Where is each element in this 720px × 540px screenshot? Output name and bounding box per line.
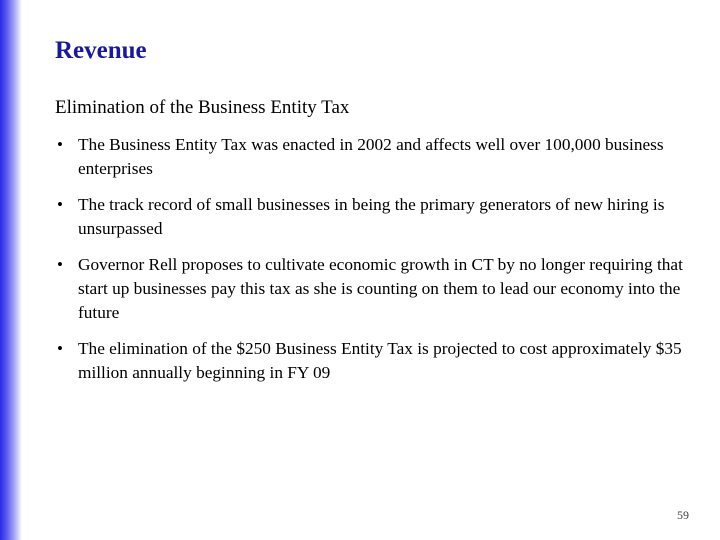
left-accent-bar — [0, 0, 22, 540]
bullet-item — [55, 253, 705, 325]
bullet-icon: • — [57, 195, 63, 214]
bullet-text: The elimination of the $250 Business Entity Tax is projected to cost approximately $35 million annually beginning in FY 09 — [78, 339, 682, 382]
bullet-icon: • — [57, 255, 63, 274]
bullet-item — [55, 337, 705, 385]
bullet-item — [55, 133, 705, 181]
slide-subtitle: Elimination of the Business Entity Tax — [55, 97, 350, 118]
page-number: 59 — [677, 508, 689, 522]
bullet-icon: • — [57, 339, 63, 358]
bullet-text: The track record of small businesses in being the primary generators of new hiring is unsurpassed — [78, 195, 665, 238]
bullet-text: Governor Rell proposes to cultivate economic growth in CT by no longer requiring that start up businesses pay this tax as she is counting on them to lead our economy into the future — [78, 255, 683, 322]
bullet-item — [55, 193, 705, 241]
bullet-icon: • — [57, 135, 63, 154]
slide-title: Revenue — [55, 37, 147, 64]
bullet-text: The Business Entity Tax was enacted in 2002 and affects well over 100,000 business enterprises — [78, 135, 664, 178]
bullet-list — [55, 133, 705, 385]
